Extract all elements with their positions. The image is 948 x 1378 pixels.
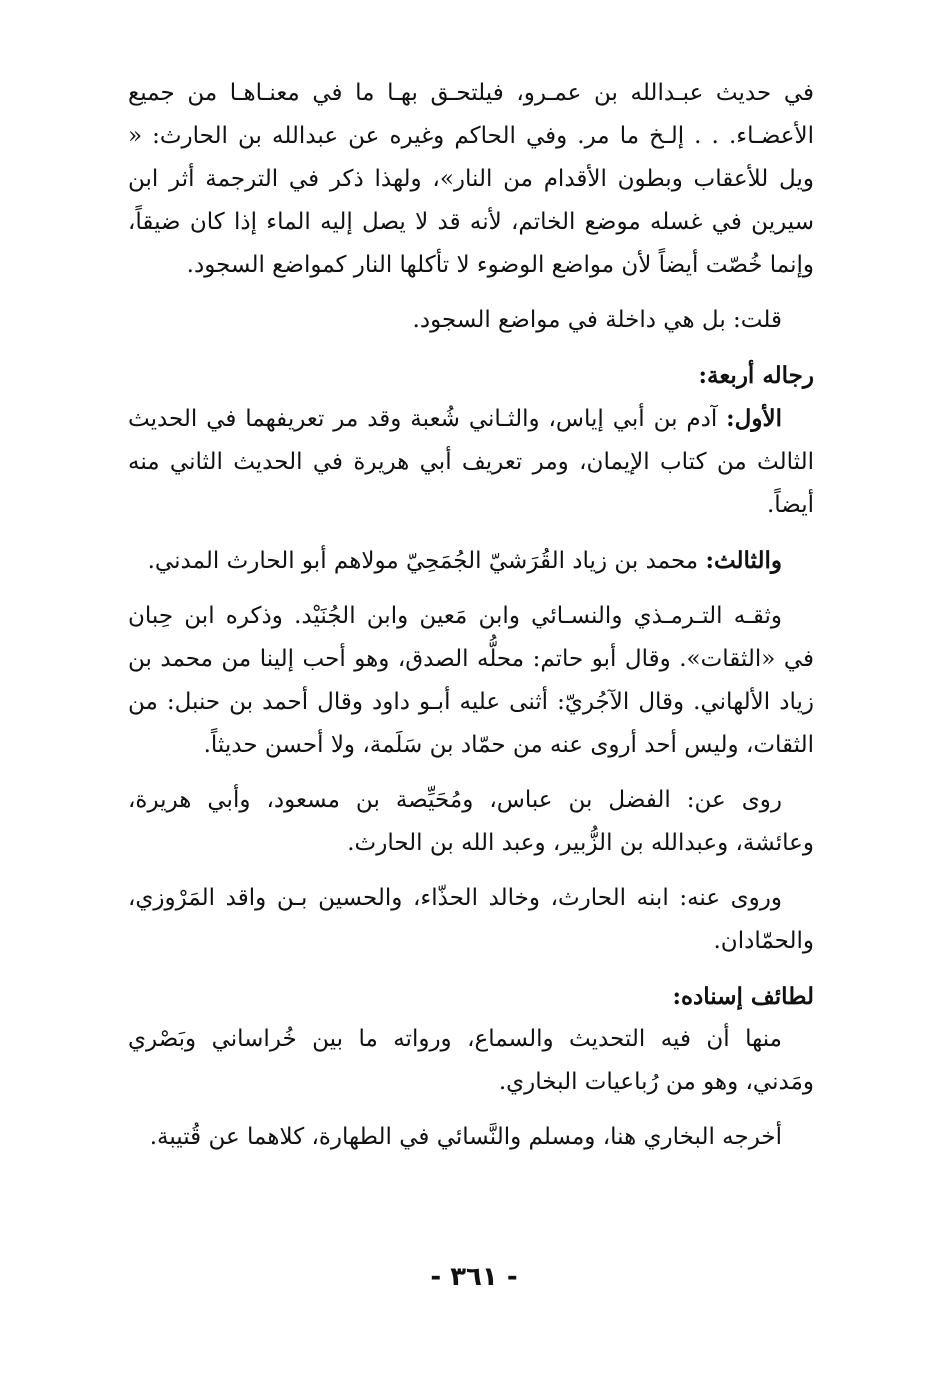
paragraph-first-narrator	[128, 397, 814, 527]
paragraph-tawthiq: وثقـه التـرمـذي والنسـائي وابن مَعين وابن الجُنَيْد. وذكره ابن حِبان في «الثقات». وقال أبو حاتم: محلُّه الصدق، وهو أحب إلينا من محمد بن زياد الألهاني. وقال الآجُريّ: أثنى عليه أبـو داود وقال أحمد بن حنبل: من الثقات، وليس أحد أروى عنه من حمّاد بن سَلَمة، ولا أحسن حديثاً.	[128, 603, 814, 758]
page-body	[128, 72, 814, 1171]
lead-third: والثالث:	[705, 547, 782, 574]
text-first: آدم بن أبي إياس، والثـاني شُعبة وقد مر تعريفهما في الحديث الثالث من كتاب الإيمان، ومر تعريف أبي هريرة في الحديث الثاني منه أيضاً.	[128, 406, 814, 518]
text-third: محمد بن زياد القُرَشيّ الجُمَحِيّ مولاهم أبو الحارث المدني.	[147, 548, 706, 574]
paragraph-rawa-anhu: وروى عنه: ابنه الحارث، وخالد الحذّاء، والحسين بـن واقد المَرْوزي، والحمّادان.	[128, 885, 814, 954]
heading-isnad-subtleties: لطائف إسناده:	[672, 983, 814, 1010]
page-number: - ٣٦١ -	[430, 1262, 518, 1292]
paragraph-isnad: منها أن فيه التحديث والسماع، ورواته ما بين خُراساني وبَصْري ومَدني، وهو من رُباعيات البخاري.	[128, 1026, 814, 1095]
paragraph-1: في حديث عبـدالله بن عمـرو، فيلتحـق بهـا ما في معنـاهـا من جميع الأعضـاء. . . إلـخ ما مر. وفي الحاكم وغيره عن عبدالله بن الحارث: « ويل للأعقاب وبطون الأقدام من النار»، ولهذا ذكر في الترجمة أثر ابن سيرين في غسله موضع الخاتم، لأنه قد لا يصل إليه الماء إذا كان ضيقاً، وإنما خُصّت أيضاً لأن مواضع الوضوء لا تأكلها النار كمواضع السجود.	[128, 80, 814, 278]
heading-narrators: رجاله أربعة:	[698, 362, 814, 389]
paragraph-takhrij: أخرجه البخاري هنا، ومسلم والنَّسائي في الطهارة، كلاهما عن قُتيبة.	[149, 1124, 782, 1150]
paragraph-third-narrator	[128, 539, 814, 583]
paragraph-qult: قلت: بل هي داخلة في مواضع السجود.	[412, 307, 782, 333]
paragraph-rawa-an: روى عن: الفضل بن عباس، ومُحَيِّصة بن مسعود، وأبي هريرة، وعائشة، وعبدالله بن الزُّبير، وعبد الله بن الحارث.	[128, 787, 814, 856]
lead-first: الأول:	[726, 405, 782, 432]
